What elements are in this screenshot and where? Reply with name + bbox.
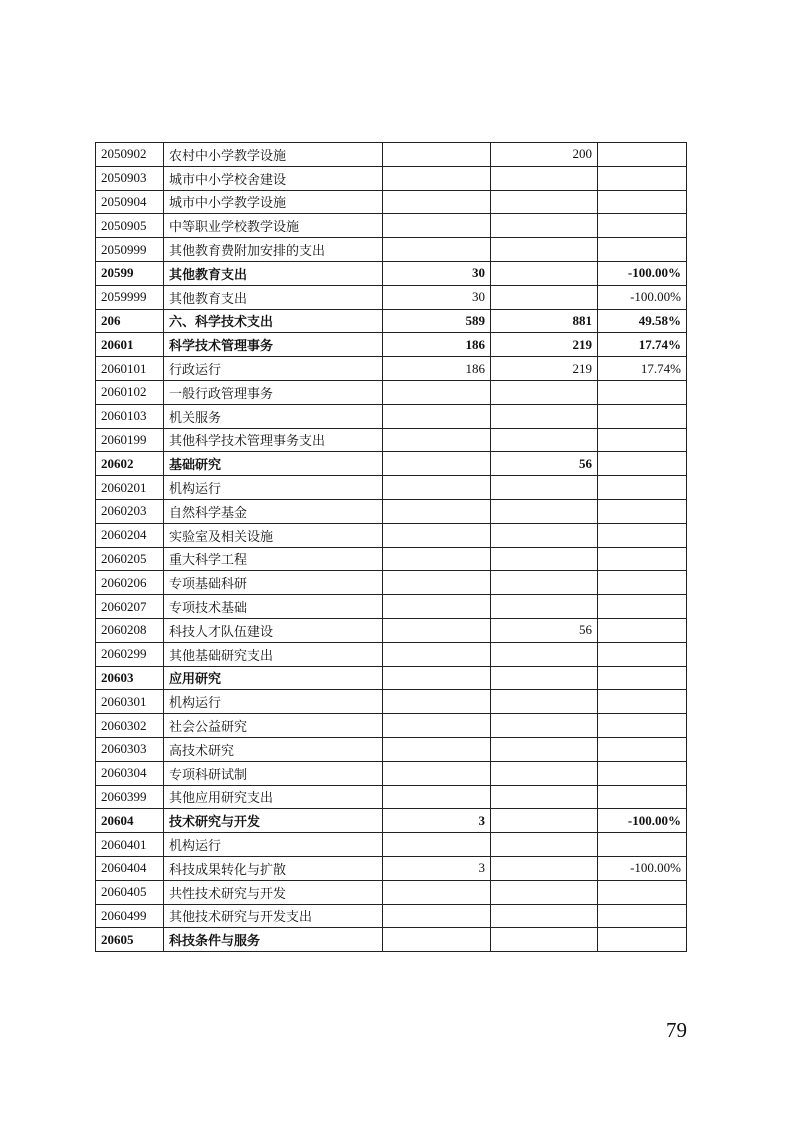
code-cell: 20604 (96, 809, 164, 833)
change-percent-cell (598, 523, 687, 547)
current-year-cell (491, 261, 598, 285)
change-percent-cell (598, 785, 687, 809)
table-row (96, 238, 687, 262)
name-cell: 其他教育支出 (164, 261, 383, 285)
prev-year-cell (383, 547, 491, 571)
change-percent-cell (598, 190, 687, 214)
current-year-cell (491, 904, 598, 928)
name-cell: 专项技术基础 (164, 595, 383, 619)
name-cell: 科技成果转化与扩散 (164, 856, 383, 880)
name-cell: 实验室及相关设施 (164, 523, 383, 547)
change-percent-cell (598, 476, 687, 500)
prev-year-cell (383, 190, 491, 214)
code-cell: 20605 (96, 928, 164, 952)
code-cell: 2050903 (96, 166, 164, 190)
prev-year-cell (383, 166, 491, 190)
current-year-cell (491, 761, 598, 785)
change-percent-cell: -100.00% (598, 809, 687, 833)
table-row (96, 285, 687, 309)
current-year-cell (491, 285, 598, 309)
prev-year-cell: 30 (383, 285, 491, 309)
code-cell: 2060399 (96, 785, 164, 809)
current-year-cell (491, 238, 598, 262)
table-row (96, 666, 687, 690)
table-row (96, 499, 687, 523)
budget-table (95, 142, 687, 952)
current-year-cell (491, 856, 598, 880)
code-cell: 20602 (96, 452, 164, 476)
current-year-cell (491, 404, 598, 428)
code-cell: 2060206 (96, 571, 164, 595)
change-percent-cell (598, 737, 687, 761)
change-percent-cell (598, 833, 687, 857)
table-body (96, 143, 687, 952)
change-percent-cell (598, 642, 687, 666)
name-cell: 专项科研试制 (164, 761, 383, 785)
current-year-cell (491, 380, 598, 404)
code-cell: 2060199 (96, 428, 164, 452)
name-cell: 机构运行 (164, 833, 383, 857)
name-cell: 基础研究 (164, 452, 383, 476)
code-cell: 2060102 (96, 380, 164, 404)
name-cell: 共性技术研究与开发 (164, 880, 383, 904)
current-year-cell (491, 690, 598, 714)
current-year-cell: 56 (491, 452, 598, 476)
name-cell: 其他技术研究与开发支出 (164, 904, 383, 928)
change-percent-cell (598, 571, 687, 595)
prev-year-cell (383, 833, 491, 857)
change-percent-cell (598, 618, 687, 642)
prev-year-cell (383, 714, 491, 738)
table-row (96, 928, 687, 952)
change-percent-cell (598, 214, 687, 238)
code-cell: 2050999 (96, 238, 164, 262)
prev-year-cell (383, 428, 491, 452)
name-cell: 其他基础研究支出 (164, 642, 383, 666)
prev-year-cell: 589 (383, 309, 491, 333)
name-cell: 中等职业学校教学设施 (164, 214, 383, 238)
code-cell: 2060101 (96, 357, 164, 381)
code-cell: 2060401 (96, 833, 164, 857)
table-row (96, 880, 687, 904)
change-percent-cell (598, 928, 687, 952)
name-cell: 科技条件与服务 (164, 928, 383, 952)
table-row (96, 856, 687, 880)
prev-year-cell (383, 452, 491, 476)
table-row (96, 214, 687, 238)
table-row (96, 166, 687, 190)
current-year-cell: 200 (491, 143, 598, 167)
current-year-cell (491, 595, 598, 619)
code-cell: 2060303 (96, 737, 164, 761)
code-cell: 2060304 (96, 761, 164, 785)
current-year-cell: 219 (491, 357, 598, 381)
current-year-cell (491, 476, 598, 500)
name-cell: 其他教育费附加安排的支出 (164, 238, 383, 262)
code-cell: 2060301 (96, 690, 164, 714)
current-year-cell (491, 880, 598, 904)
code-cell: 2060404 (96, 856, 164, 880)
table-row (96, 357, 687, 381)
name-cell: 应用研究 (164, 666, 383, 690)
name-cell: 其他教育支出 (164, 285, 383, 309)
prev-year-cell: 3 (383, 809, 491, 833)
table-row (96, 904, 687, 928)
code-cell: 2060204 (96, 523, 164, 547)
current-year-cell: 56 (491, 618, 598, 642)
prev-year-cell (383, 690, 491, 714)
change-percent-cell: -100.00% (598, 261, 687, 285)
prev-year-cell: 30 (383, 261, 491, 285)
prev-year-cell: 3 (383, 856, 491, 880)
code-cell: 2060405 (96, 880, 164, 904)
code-cell: 2060302 (96, 714, 164, 738)
change-percent-cell: 49.58% (598, 309, 687, 333)
name-cell: 六、科学技术支出 (164, 309, 383, 333)
name-cell: 专项基础科研 (164, 571, 383, 595)
current-year-cell (491, 642, 598, 666)
prev-year-cell (383, 880, 491, 904)
code-cell: 2059999 (96, 285, 164, 309)
table-row (96, 761, 687, 785)
code-cell: 2060299 (96, 642, 164, 666)
current-year-cell (491, 571, 598, 595)
change-percent-cell (598, 166, 687, 190)
name-cell: 其他应用研究支出 (164, 785, 383, 809)
current-year-cell: 219 (491, 333, 598, 357)
change-percent-cell (598, 428, 687, 452)
table-row (96, 143, 687, 167)
current-year-cell (491, 928, 598, 952)
table-row (96, 809, 687, 833)
change-percent-cell (598, 380, 687, 404)
code-cell: 206 (96, 309, 164, 333)
change-percent-cell: 17.74% (598, 357, 687, 381)
prev-year-cell (383, 904, 491, 928)
change-percent-cell (598, 904, 687, 928)
table-row (96, 547, 687, 571)
table-row (96, 428, 687, 452)
current-year-cell (491, 666, 598, 690)
prev-year-cell (383, 214, 491, 238)
current-year-cell (491, 714, 598, 738)
change-percent-cell (598, 761, 687, 785)
name-cell: 高技术研究 (164, 737, 383, 761)
prev-year-cell (383, 595, 491, 619)
prev-year-cell (383, 761, 491, 785)
prev-year-cell (383, 380, 491, 404)
prev-year-cell (383, 737, 491, 761)
code-cell: 2050905 (96, 214, 164, 238)
prev-year-cell (383, 571, 491, 595)
code-cell: 2060207 (96, 595, 164, 619)
table-row (96, 380, 687, 404)
change-percent-cell (598, 404, 687, 428)
code-cell: 2050902 (96, 143, 164, 167)
table-row (96, 261, 687, 285)
change-percent-cell: 17.74% (598, 333, 687, 357)
table-row (96, 737, 687, 761)
name-cell: 社会公益研究 (164, 714, 383, 738)
table-row (96, 404, 687, 428)
current-year-cell (491, 214, 598, 238)
code-cell: 2060103 (96, 404, 164, 428)
prev-year-cell (383, 618, 491, 642)
change-percent-cell (598, 238, 687, 262)
prev-year-cell (383, 523, 491, 547)
table-row (96, 785, 687, 809)
change-percent-cell (598, 666, 687, 690)
table-row (96, 690, 687, 714)
table-row (96, 833, 687, 857)
table-row (96, 333, 687, 357)
table-row (96, 618, 687, 642)
name-cell: 技术研究与开发 (164, 809, 383, 833)
table-row (96, 714, 687, 738)
prev-year-cell (383, 928, 491, 952)
code-cell: 2060201 (96, 476, 164, 500)
name-cell: 重大科学工程 (164, 547, 383, 571)
current-year-cell (491, 166, 598, 190)
name-cell: 农村中小学教学设施 (164, 143, 383, 167)
current-year-cell: 881 (491, 309, 598, 333)
table-row (96, 190, 687, 214)
change-percent-cell (598, 595, 687, 619)
change-percent-cell (598, 714, 687, 738)
code-cell: 2060205 (96, 547, 164, 571)
current-year-cell (491, 523, 598, 547)
current-year-cell (491, 428, 598, 452)
prev-year-cell (383, 499, 491, 523)
prev-year-cell: 186 (383, 333, 491, 357)
current-year-cell (491, 499, 598, 523)
name-cell: 机构运行 (164, 476, 383, 500)
code-cell: 2060499 (96, 904, 164, 928)
code-cell: 2060208 (96, 618, 164, 642)
name-cell: 自然科学基金 (164, 499, 383, 523)
table-row (96, 476, 687, 500)
table-row (96, 642, 687, 666)
name-cell: 城市中小学校舍建设 (164, 166, 383, 190)
name-cell: 机构运行 (164, 690, 383, 714)
page-number: 79 (666, 1018, 687, 1042)
prev-year-cell: 186 (383, 357, 491, 381)
current-year-cell (491, 833, 598, 857)
change-percent-cell (598, 880, 687, 904)
table-row (96, 571, 687, 595)
prev-year-cell (383, 143, 491, 167)
current-year-cell (491, 737, 598, 761)
name-cell: 其他科学技术管理事务支出 (164, 428, 383, 452)
change-percent-cell (598, 499, 687, 523)
name-cell: 科学技术管理事务 (164, 333, 383, 357)
change-percent-cell (598, 143, 687, 167)
prev-year-cell (383, 476, 491, 500)
table-row (96, 309, 687, 333)
table-row (96, 452, 687, 476)
name-cell: 城市中小学教学设施 (164, 190, 383, 214)
code-cell: 20601 (96, 333, 164, 357)
change-percent-cell: -100.00% (598, 856, 687, 880)
current-year-cell (491, 547, 598, 571)
current-year-cell (491, 785, 598, 809)
change-percent-cell (598, 452, 687, 476)
prev-year-cell (383, 666, 491, 690)
current-year-cell (491, 190, 598, 214)
current-year-cell (491, 809, 598, 833)
code-cell: 20603 (96, 666, 164, 690)
change-percent-cell: -100.00% (598, 285, 687, 309)
prev-year-cell (383, 785, 491, 809)
table-row (96, 595, 687, 619)
prev-year-cell (383, 642, 491, 666)
name-cell: 科技人才队伍建设 (164, 618, 383, 642)
name-cell: 一般行政管理事务 (164, 380, 383, 404)
change-percent-cell (598, 547, 687, 571)
code-cell: 20599 (96, 261, 164, 285)
name-cell: 行政运行 (164, 357, 383, 381)
change-percent-cell (598, 690, 687, 714)
table-row (96, 523, 687, 547)
name-cell: 机关服务 (164, 404, 383, 428)
code-cell: 2060203 (96, 499, 164, 523)
prev-year-cell (383, 238, 491, 262)
prev-year-cell (383, 404, 491, 428)
code-cell: 2050904 (96, 190, 164, 214)
